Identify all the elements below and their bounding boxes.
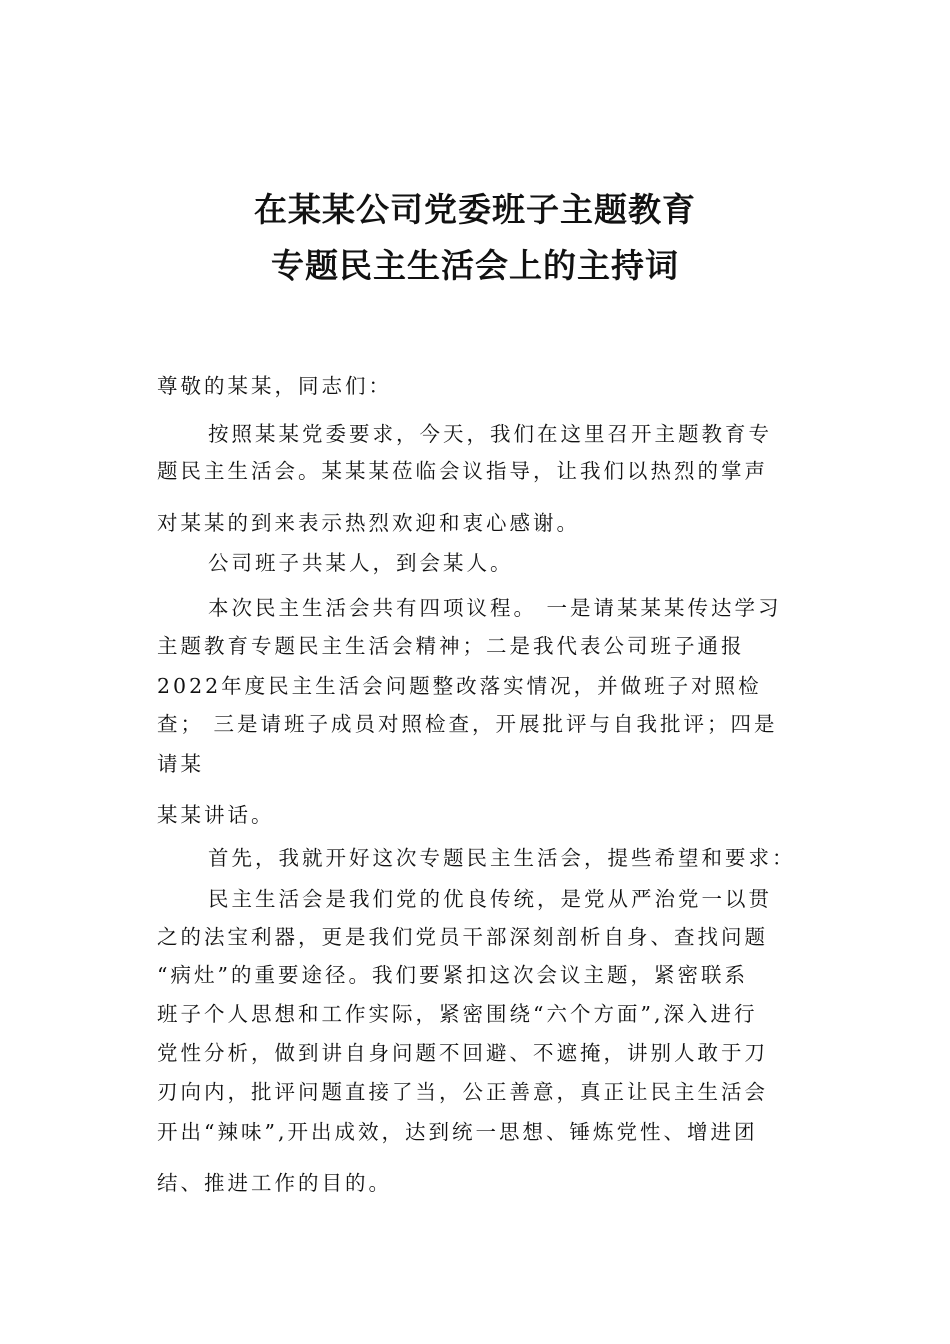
body-text-line: 请某 <box>157 752 204 776</box>
body-text-line: 某某讲话。 <box>157 803 275 827</box>
body-text-line: 班子个人思想和工作实际，紧密围绕“六个方面”,深入进行 <box>157 1002 758 1026</box>
body-text-line: 民主生活会是我们党的优良传统，是党从严治党一以贯 <box>208 887 772 911</box>
body-text-line: 刃向内，批评问题直接了当，公正善意，真正让民主生活会 <box>157 1080 768 1104</box>
body-text-line: 2022年度民主生活会问题整改落实情况，并做班子对照检 <box>157 674 762 698</box>
body-text-line: 按照某某党委要求，今天，我们在这里召开主题教育专 <box>208 422 772 446</box>
salutation: 尊敬的某某，同志们： <box>157 374 392 398</box>
body-text-line: 查； 三是请班子成员对照检查，开展批评与自我批评；四是 <box>157 712 778 736</box>
body-text-line: “病灶”的重要途径。我们要紧扣这次会议主题，紧密联系 <box>157 963 748 987</box>
body-text-line: 党性分析，做到讲自身问题不回避、不遮掩，讲别人敢于刀 <box>157 1041 768 1065</box>
body-text-line: 结、推进工作的目的。 <box>157 1171 392 1195</box>
document-title-line-1: 在某某公司党委班子主题教育 <box>254 190 696 229</box>
document-title-line-2: 专题民主生活会上的主持词 <box>271 246 679 285</box>
body-text-line: 题民主生活会。某某某莅临会议指导，让我们以热烈的掌声 <box>157 459 768 483</box>
body-text-line: 本次民主生活会共有四项议程。 一是请某某某传达学习 <box>208 596 782 620</box>
body-text-line: 之的法宝利器，更是我们党员干部深刻剖析自身、查找问题 <box>157 925 768 949</box>
body-text-line: 开出“辣味”,开出成效，达到统一思想、锤炼党性、增进团 <box>157 1120 758 1144</box>
body-text-line: 首先，我就开好这次专题民主生活会，提些希望和要求： <box>208 846 796 870</box>
body-text-line: 对某某的到来表示热烈欢迎和衷心感谢。 <box>157 511 580 535</box>
body-text-line: 公司班子共某人，到会某人。 <box>208 551 514 575</box>
body-text-line: 主题教育专题民主生活会精神；二是我代表公司班子通报 <box>157 634 745 658</box>
